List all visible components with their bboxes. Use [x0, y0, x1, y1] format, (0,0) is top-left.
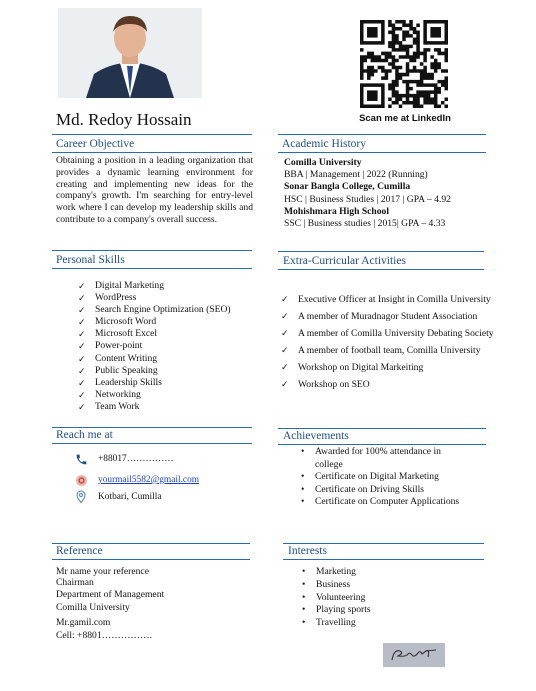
list-item: ✓ Networking: [78, 388, 141, 400]
section-divider: [283, 559, 484, 560]
list-item: ✓ Workshop on Digital Markeiting: [281, 359, 521, 376]
check-icon: ✓: [78, 389, 86, 400]
phone-number: +88017……………: [98, 454, 174, 464]
email-link[interactable]: yourmail5582@gmail.com: [98, 475, 200, 485]
section-divider: [278, 269, 484, 270]
bullet-icon: •: [302, 566, 306, 577]
achievements-list: [299, 446, 465, 509]
profile-photo: [58, 8, 202, 98]
check-icon: ✓: [78, 353, 86, 364]
section-divider: [52, 443, 252, 444]
reference-department: Department of Management: [56, 589, 165, 600]
reference-email: Mr.gamil.com: [56, 617, 111, 628]
list-item: ✓ WordPress: [78, 292, 137, 304]
section-divider: [278, 251, 484, 252]
check-icon: ✓: [281, 328, 289, 338]
achievements-title: Achievements: [283, 430, 349, 442]
email-icon: [74, 473, 88, 487]
bullet-icon: •: [301, 446, 305, 457]
bullet-icon: •: [301, 496, 305, 508]
extra-curricular-title: Extra-Curricular Activities: [283, 255, 406, 267]
section-divider: [278, 444, 486, 445]
activities-list: [281, 291, 521, 393]
section-divider: [52, 268, 252, 269]
career-objective-title: Career Objective: [56, 138, 135, 150]
signature-scribble-icon: [386, 645, 442, 665]
check-icon: ✓: [281, 362, 289, 372]
list-item: ✓ A member of Muradnagor Student Association: [281, 308, 521, 325]
bullet-icon: •: [301, 471, 305, 483]
list-item: • Marketing: [302, 566, 356, 577]
phone-icon: [74, 452, 88, 466]
section-divider: [52, 250, 252, 251]
list-item: • Travelling: [302, 617, 356, 629]
check-icon: ✓: [78, 341, 86, 352]
check-icon: ✓: [78, 377, 86, 388]
check-icon: ✓: [78, 281, 86, 291]
reference-title: Reference: [56, 545, 103, 557]
check-icon: ✓: [78, 317, 86, 328]
contact-email[interactable]: [74, 473, 199, 487]
list-item: ✓ Search Engine Optimization (SEO): [78, 304, 231, 316]
bullet-icon: •: [302, 604, 306, 616]
address-text: Kotbari, Cumilla: [98, 492, 162, 502]
academic-history-title: Academic History: [282, 138, 366, 150]
list-item: ✓ Team Work: [78, 400, 140, 412]
candidate-name: Md. Redoy Hossain: [56, 110, 192, 129]
list-item: • Certificate on Driving Skills: [301, 483, 424, 495]
check-icon: ✓: [281, 311, 289, 321]
section-divider: [283, 543, 484, 544]
linkedin-qr-code[interactable]: [349, 20, 459, 108]
section-divider: [278, 134, 486, 135]
reference-position: Chairman: [56, 577, 94, 588]
check-icon: ✓: [78, 401, 86, 412]
interests-list: [300, 566, 460, 630]
reach-me-title: Reach me at: [56, 429, 113, 441]
list-item: ✓ Workshop on SEO: [281, 376, 521, 393]
academic-history-list: [284, 157, 489, 230]
skills-list: [78, 280, 258, 413]
qr-caption: Scan me at LinkedIn: [359, 113, 451, 124]
check-icon: ✓: [78, 305, 86, 316]
reference-name: Mr name your reference: [56, 566, 149, 577]
list-item: ✓ Microsoft Word: [78, 316, 157, 328]
list-item: ✓ Executive Officer at Insight in Comilla University: [281, 291, 521, 308]
list-item: ✓ Public Speaking: [78, 364, 158, 376]
list-item: • Business: [302, 578, 351, 590]
institution-name: Mohishmara High School: [284, 205, 390, 217]
bullet-icon: •: [302, 591, 306, 603]
bullet-icon: •: [302, 578, 306, 590]
list-item: ✓ Digital Marketing: [78, 280, 165, 291]
check-icon: ✓: [281, 294, 289, 304]
list-item: • Volunteering: [302, 591, 366, 603]
section-divider: [278, 152, 486, 153]
section-divider: [52, 543, 250, 544]
bullet-icon: •: [302, 617, 306, 629]
list-item: ✓ A member of football team, Comilla University: [281, 342, 521, 359]
section-divider: [52, 134, 252, 135]
degree-detail: BBA | Management | 2022 (Running): [284, 169, 428, 181]
section-divider: [52, 559, 250, 560]
check-icon: ✓: [78, 365, 86, 376]
institution-name: Comilla University: [284, 157, 362, 168]
contact-phone[interactable]: [74, 452, 174, 466]
list-item: • Certificate on Computer Applications: [301, 496, 460, 508]
list-item: • Certificate on Digital Marketing: [301, 471, 439, 483]
list-item: • Awarded for 100% attendance in college: [301, 446, 441, 470]
check-icon: ✓: [281, 345, 289, 355]
degree-detail: HSC | Business Studies | 2017 | GPA – 4.92: [284, 193, 451, 205]
degree-detail: SSC | Business studies | 2015| GPA – 4.33: [284, 218, 446, 230]
section-divider: [278, 428, 486, 429]
interests-title: Interests: [288, 545, 327, 557]
list-item: ✓ Leadership Skills: [78, 376, 162, 388]
institution-name: Sonar Bangla College, Cumilla: [284, 181, 411, 193]
qr-code-icon: [349, 20, 459, 108]
reference-cell: Cell: +8801…………….: [56, 630, 153, 641]
list-item: ✓ Power-point: [78, 340, 143, 352]
section-divider: [52, 152, 252, 153]
section-divider: [52, 427, 252, 428]
career-objective-text: Obtaining a position in a leading organization that provides a dynamic learning environment for creating and implementing new ideas for the company's growth. I'm searching for entry-level work where I can develop my leadership skills and contribute to a company's overall success.: [56, 155, 253, 225]
check-icon: ✓: [78, 293, 86, 304]
signature: [383, 643, 445, 667]
check-icon: ✓: [78, 329, 86, 340]
bullet-icon: •: [301, 483, 305, 495]
reference-institution: Comilla University: [56, 602, 130, 613]
list-item: ✓ Microsoft Excel: [78, 328, 158, 340]
list-item: ✓ A member of Comilla University Debating Society: [281, 325, 521, 342]
list-item: ✓ Content Writing: [78, 352, 158, 364]
location-pin-icon: [74, 490, 88, 504]
check-icon: ✓: [281, 379, 289, 389]
contact-address: [74, 490, 162, 504]
personal-skills-title: Personal Skills: [56, 254, 125, 266]
portrait-image: [58, 8, 202, 98]
list-item: • Playing sports: [302, 604, 371, 616]
